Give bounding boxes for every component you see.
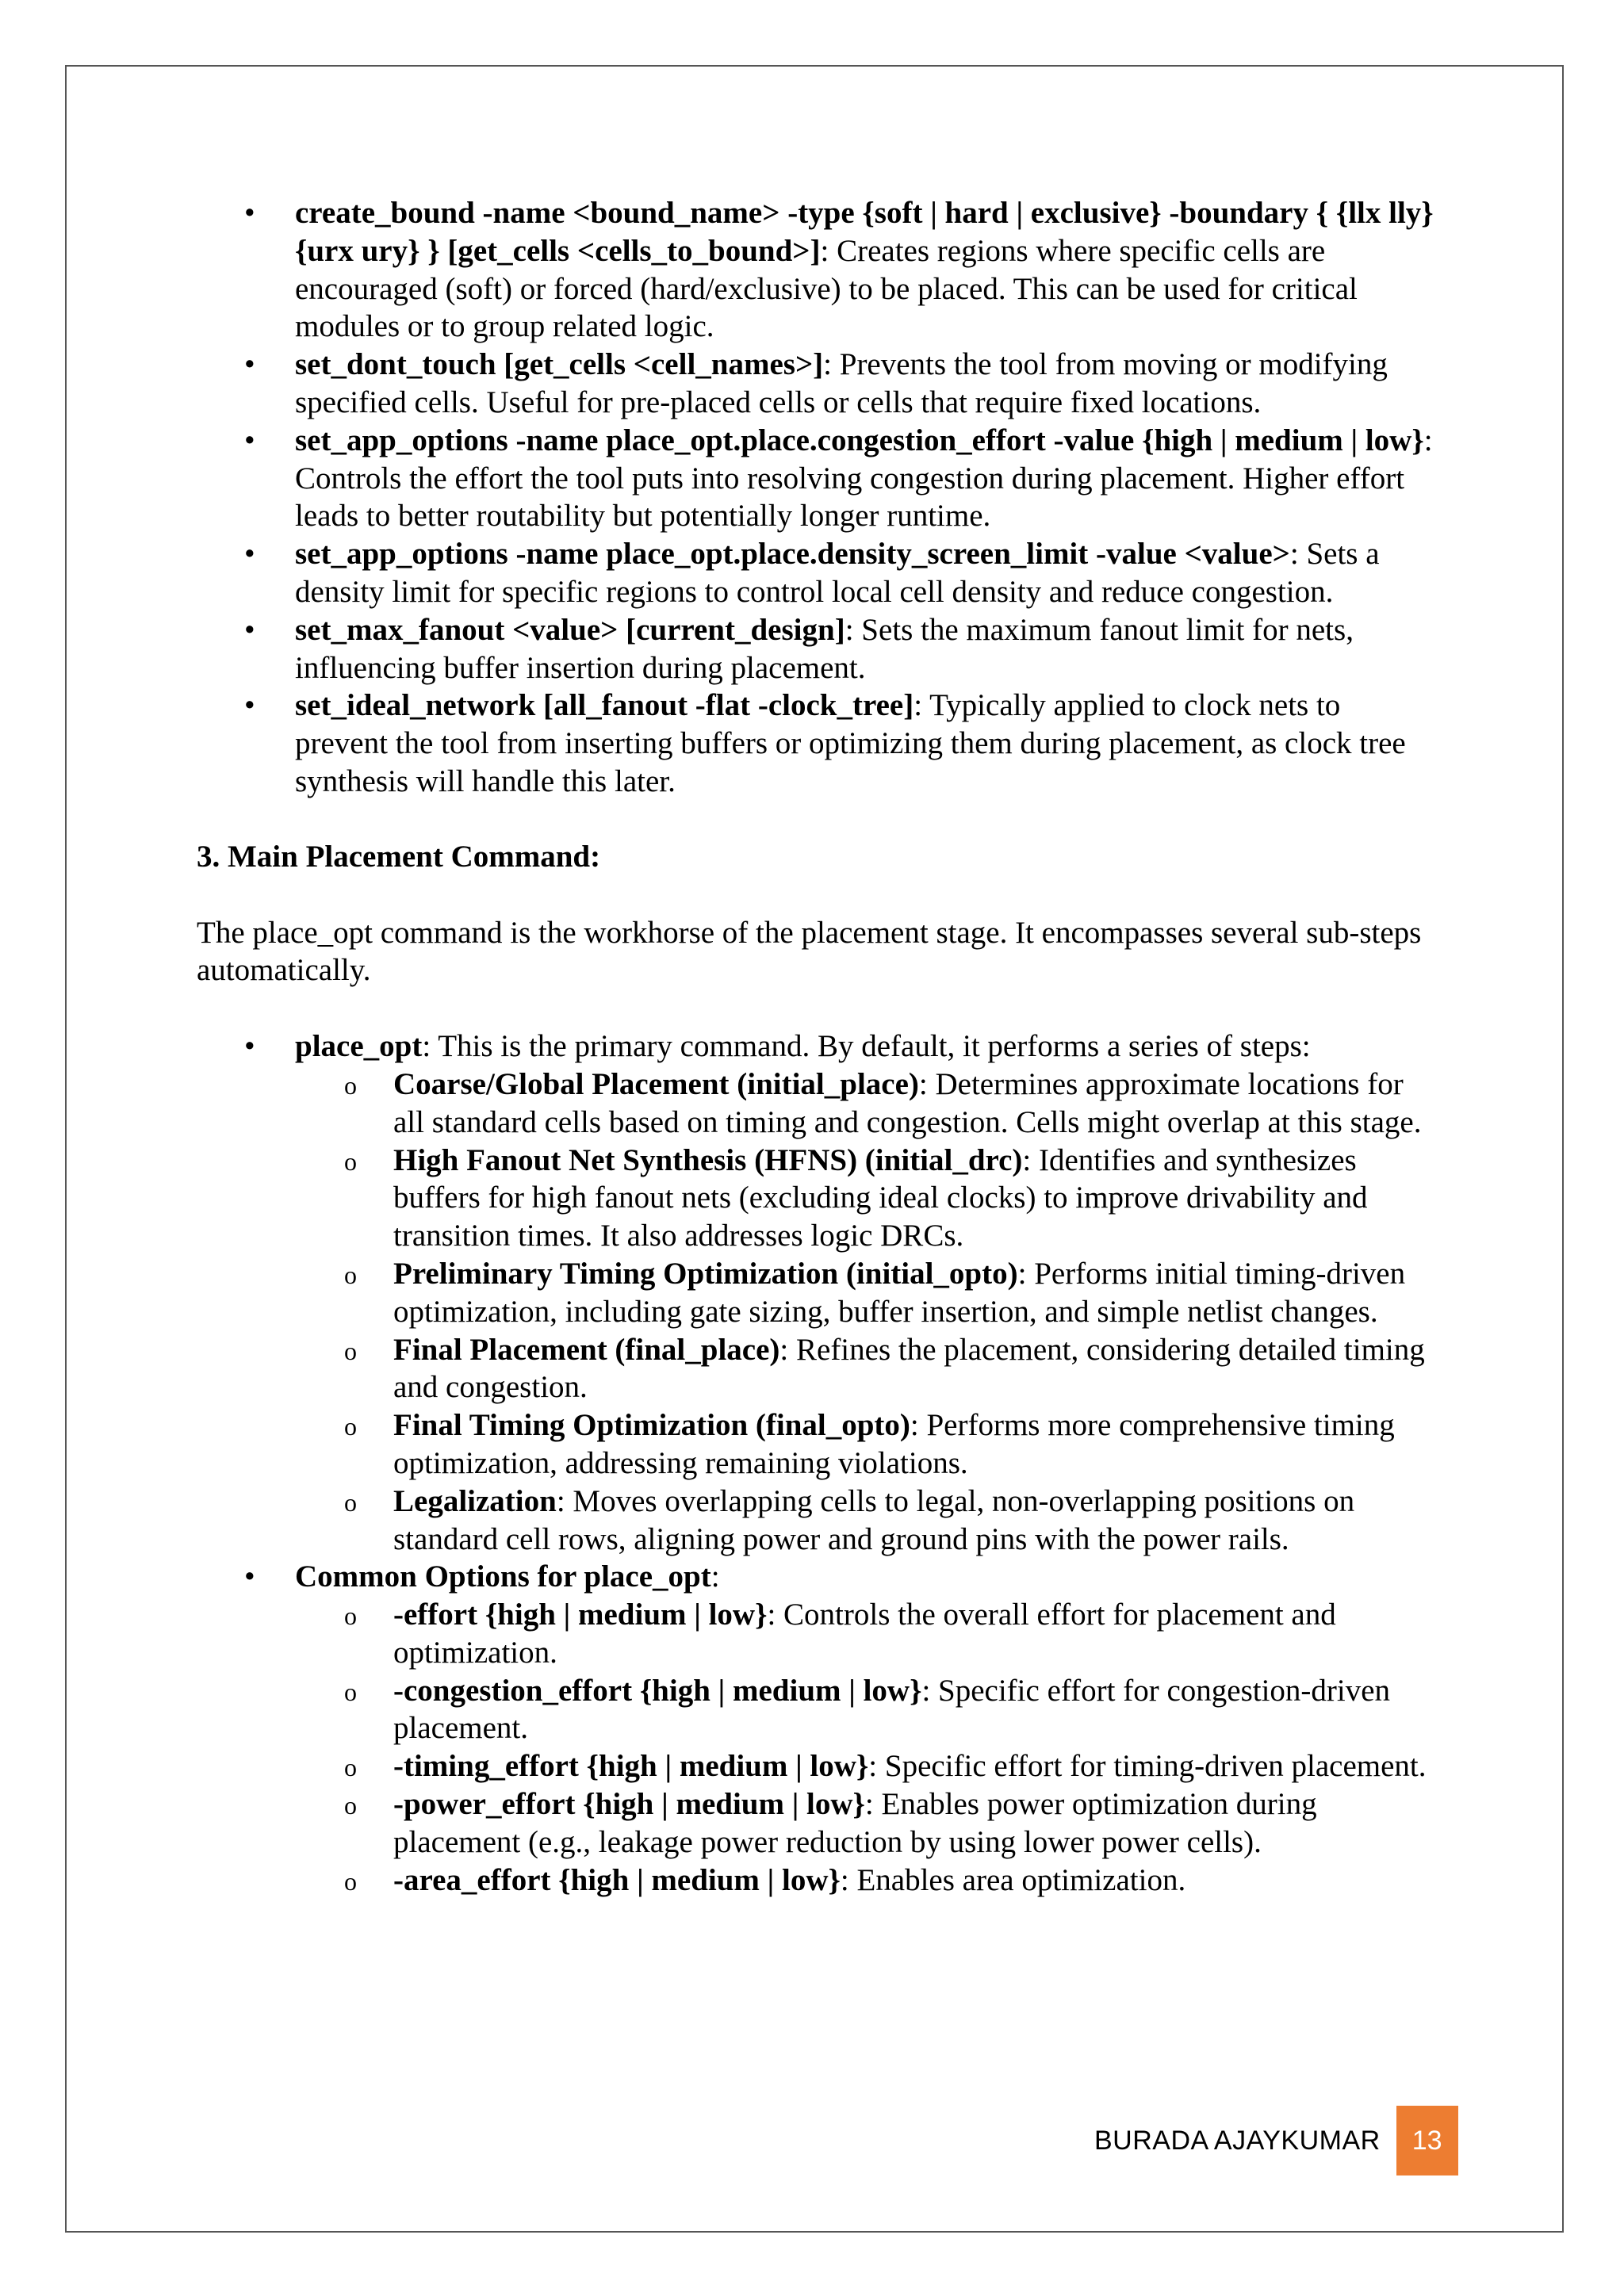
footer-author: BURADA AJAYKUMAR [1094, 2125, 1381, 2156]
sub-list-item [295, 1142, 1434, 1255]
sub-list-item [295, 1255, 1434, 1331]
list-item [197, 611, 1434, 687]
list-item-common-options [197, 1558, 1434, 1899]
step-name: High Fanout Net Synthesis (HFNS) (initial_drc) [393, 1142, 1023, 1177]
list-item [197, 346, 1434, 422]
bullet-icon: • [244, 688, 255, 723]
option-description: : Specific effort for congestion-driven placement. [393, 1673, 1391, 1746]
bullet-icon: • [244, 196, 255, 230]
list-item-place-opt [197, 1027, 1434, 1558]
common-options-list [295, 1596, 1434, 1899]
bullet-icon: • [244, 1029, 255, 1064]
command-description: : Sets a density limit for specific regions to control local cell density and reduce congestion. [295, 537, 1380, 609]
sub-list-item [295, 1747, 1434, 1785]
option-name: -timing_effort {high | medium | low} [393, 1749, 869, 1784]
section-heading: 3. Main Placement Command: [197, 839, 601, 874]
circle-bullet-icon: o [344, 1866, 357, 1896]
document-body [197, 194, 1434, 1899]
step-description: : Determines approximate locations for all standard cells based on timing and congestion. Cells might overlap at this stage. [393, 1066, 1422, 1139]
step-name: Final Timing Optimization (final_opto) [393, 1408, 910, 1443]
step-name: Final Placement (final_place) [393, 1332, 780, 1367]
option-description: : Specific effort for timing-driven placement. [868, 1749, 1427, 1784]
command-name: place_opt [295, 1029, 423, 1064]
list-item [197, 535, 1434, 611]
step-description: : Refines the placement, considering detailed timing and congestion. [393, 1332, 1425, 1405]
step-description: : Moves overlapping cells to legal, non-overlapping positions on standard cell rows, aligning power and ground pins with the power rails. [393, 1483, 1355, 1556]
sub-list-item [295, 1483, 1434, 1559]
sub-list-item [295, 1406, 1434, 1483]
command-name: create_bound -name <bound_name> -type {soft | hard | exclusive} -boundary { {llx lly} {urx ury} } [get_cells <cells_to_bound>] [295, 196, 1434, 268]
command-name: set_max_fanout <value> [current_design] [295, 612, 845, 647]
command-name: set_ideal_network [all_fanout -flat -clock_tree] [295, 688, 914, 723]
option-description: : Controls the overall effort for placement and optimization. [393, 1598, 1336, 1670]
command-name: set_dont_touch [get_cells <cell_names>] [295, 347, 824, 382]
circle-bullet-icon: o [344, 1146, 357, 1176]
sub-list-item [295, 1785, 1434, 1862]
sub-list-item [295, 1331, 1434, 1407]
circle-bullet-icon: o [344, 1336, 357, 1365]
place-opt-list [197, 1027, 1434, 1899]
step-description: : Performs more comprehensive timing optimization, addressing remaining violations. [393, 1408, 1395, 1480]
circle-bullet-icon: o [344, 1070, 357, 1100]
command-description: : Sets the maximum fanout limit for nets, influencing buffer insertion during placement. [295, 612, 1354, 685]
circle-bullet-icon: o [344, 1753, 357, 1782]
step-name: Coarse/Global Placement (initial_place) [393, 1066, 919, 1101]
step-name: Preliminary Timing Optimization (initial_opto) [393, 1256, 1018, 1291]
option-description: : Enables area optimization. [840, 1862, 1186, 1897]
list-item [197, 687, 1434, 800]
command-description: : This is the primary command. By default, it performs a series of steps: [422, 1029, 1311, 1064]
intro-paragraph: The place_opt command is the workhorse of the placement stage. It encompasses several sub-steps automatically. [197, 915, 1422, 988]
option-name: -effort {high | medium | low} [393, 1598, 768, 1632]
command-description: : Typically applied to clock nets to prevent the tool from inserting buffers or optimizing them during placement, as clock tree synthesis will handle this later. [295, 688, 1406, 798]
step-description: : Identifies and synthesizes buffers for high fanout nets (excluding ideal clocks) to improve drivability and transition times. It also addresses logic DRCs. [393, 1142, 1368, 1253]
command-description: : Creates regions where specific cells are encouraged (soft) or forced (hard/exclusive) to be placed. This can be used for critical modules or to group related logic. [295, 233, 1358, 344]
circle-bullet-icon: o [344, 1601, 357, 1631]
place-opt-steps [295, 1066, 1434, 1558]
sub-list-item [295, 1066, 1434, 1142]
bullet-icon: • [244, 537, 255, 572]
command-description: : Controls the effort the tool puts into resolving congestion during placement. Higher effort leads to better routability but potentially longer runtime. [295, 423, 1433, 534]
command-list [197, 194, 1434, 801]
circle-bullet-icon: o [344, 1487, 357, 1517]
option-name: -congestion_effort {high | medium | low} [393, 1673, 922, 1708]
circle-bullet-icon: o [344, 1677, 357, 1706]
option-name: -area_effort {high | medium | low} [393, 1862, 841, 1897]
step-name: Legalization [393, 1483, 557, 1518]
list-item [197, 422, 1434, 535]
circle-bullet-icon: o [344, 1412, 357, 1441]
command-name: set_app_options -name place_opt.place.congestion_effort -value {high | medium | low} [295, 423, 1424, 457]
option-description: : Enables power optimization during placement (e.g., leakage power reduction by using lower power cells). [393, 1787, 1317, 1859]
option-name: -power_effort {high | medium | low} [393, 1787, 865, 1822]
bullet-icon: • [244, 347, 255, 382]
sub-list-item [295, 1672, 1434, 1748]
page-footer [1094, 2106, 1458, 2175]
command-name: set_app_options -name place_opt.place.density_screen_limit -value <value> [295, 537, 1290, 572]
command-name: Common Options for place_opt [295, 1559, 711, 1594]
page-number-badge: 13 [1396, 2106, 1458, 2175]
list-item [197, 194, 1434, 346]
circle-bullet-icon: o [344, 1260, 357, 1289]
command-description: : Prevents the tool from moving or modifying specified cells. Useful for pre-placed cells or cells that require fixed locations. [295, 347, 1388, 419]
circle-bullet-icon: o [344, 1791, 357, 1820]
command-description: : [710, 1559, 720, 1594]
bullet-icon: • [244, 423, 255, 457]
sub-list-item [295, 1862, 1434, 1900]
sub-list-item [295, 1596, 1434, 1672]
bullet-icon: • [244, 1559, 255, 1594]
step-description: : Performs initial timing-driven optimization, including gate sizing, buffer insertion, and simple netlist changes. [393, 1256, 1406, 1329]
bullet-icon: • [244, 612, 255, 647]
